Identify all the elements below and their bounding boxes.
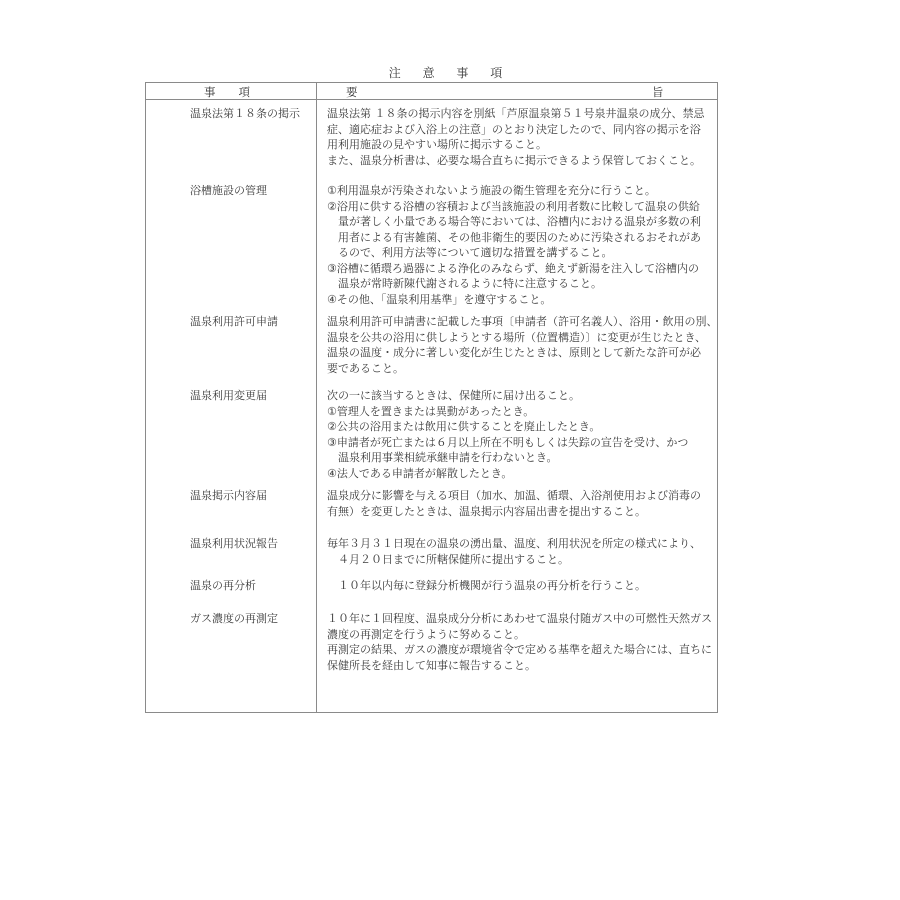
row-body [327, 488, 701, 519]
body-line: 次の一に該当するときは、保健所に届け出ること。 [327, 389, 580, 402]
body-line: るので、利用方法等について適切な措置を講ずること。 [327, 246, 613, 259]
body-line: 毎年３月３１日現在の温泉の湧出量、温度、利用状況を所定の様式により、 [327, 537, 701, 550]
body-line: 再測定の結果、ガスの濃度が環境省令で定める基準を超えた場合には、直ちに [327, 643, 712, 656]
row-label: ガス濃度の再測定 [190, 612, 278, 625]
row-label: 温泉利用状況報告 [190, 537, 278, 550]
body-line: １０年以内毎に登録分析機関が行う温泉の再分析を行うこと。 [327, 579, 646, 592]
body-line: 温泉利用事業相続承継申請を行わないとき。 [327, 451, 558, 464]
notice-table [145, 82, 718, 713]
row-label: 温泉利用変更届 [190, 389, 267, 402]
row-body [327, 183, 701, 307]
body-line: ③申請者が死亡または６月以上所在不明もしくは失踪の宣告を受け、かつ [327, 435, 689, 449]
row-label: 浴槽施設の管理 [190, 184, 267, 197]
header-item: 事 項 [204, 85, 250, 99]
body-line: 濃度の再測定を行うように努めること。 [327, 627, 525, 641]
body-line: 要であること。 [327, 361, 404, 375]
body-line: 温泉を公共の浴用に供しようとする場所（位置構造）〕に変更が生じたとき、 [327, 330, 707, 344]
body-line: 症、適応症および入浴上の注意」のとおり決定したので、同内容の掲示を浴 [327, 122, 701, 136]
body-line: ③浴槽に循環ろ過器による浄化のみならず、絶えず新湯を注入して浴槽内の [327, 261, 699, 275]
body-line: ④その他、「温泉利用基準」を遵守すること。 [327, 292, 552, 306]
body-line: ４月２０日までに所轄保健所に提出すること。 [327, 552, 569, 566]
row-body [327, 611, 712, 673]
body-line: また、温泉分析書は、必要な場合直ちに掲示できるよう保管しておくこと。 [327, 153, 701, 167]
header-summary-b: 旨 [652, 85, 664, 99]
body-line: 温泉法第 １８条の掲示内容を別紙「芦原温泉第５１号泉井温泉の成分、禁忌 [327, 107, 705, 120]
body-line: ①利用温泉が汚染されないよう施設の衛生管理を充分に行うこと。 [327, 184, 656, 197]
row-body [327, 388, 688, 481]
row-body [327, 314, 718, 376]
body-line: 温泉利用許可申請書に記載した事項〔申請者（許可名義人）、浴用・飲用の別、 [327, 315, 718, 328]
body-line: 用利用施設の見やすい場所に掲示すること。 [327, 138, 547, 151]
body-line: 保健所長を経由して知事に報告すること。 [327, 658, 536, 672]
body-line: ②公共の浴用または飲用に供することを廃止したとき。 [327, 420, 601, 433]
body-line: 量が著しく小量である場合等においては、浴槽内における温泉が多数の利 [327, 215, 701, 228]
body-line: ④法人である申請者が解散したとき。 [327, 466, 513, 480]
column-divider [316, 83, 317, 712]
body-line: 用者による有害雑菌、その他非衛生的要因のために汚染されるおそれがあ [327, 230, 701, 244]
header-summary-a: 要 [346, 85, 358, 99]
row-label: 温泉法第１８条の掲示 [190, 107, 300, 120]
row-body [327, 578, 646, 594]
body-line: 温泉の温度・成分に著しい変化が生じたときは、原則として新たな許可が必 [327, 346, 701, 359]
body-line: 有無）を変更したときは、温泉掲示内容届出書を提出すること。 [327, 504, 646, 518]
row-label: 温泉の再分析 [190, 579, 256, 592]
row-body [327, 536, 701, 567]
document-title: 注 意 事 項 [388, 66, 512, 80]
body-line: ①管理人を置きまたは異動があったとき。 [327, 404, 535, 418]
body-line: １０年に１回程度、温泉成分分析にあわせて温泉付随ガス中の可燃性天然ガス [327, 612, 712, 625]
row-body [327, 106, 705, 168]
row-label: 温泉掲示内容届 [190, 489, 267, 502]
body-line: 温泉成分に影響を与える項目（加水、加温、循環、入浴剤使用および消毒の [327, 489, 701, 502]
body-line: ②浴用に供する浴槽の容積および当該施設の利用者数に比較して温泉の供給 [327, 199, 700, 213]
body-line: 温泉が常時新陳代謝されるように特に注意すること。 [327, 277, 602, 290]
row-label: 温泉利用許可申請 [190, 315, 278, 328]
